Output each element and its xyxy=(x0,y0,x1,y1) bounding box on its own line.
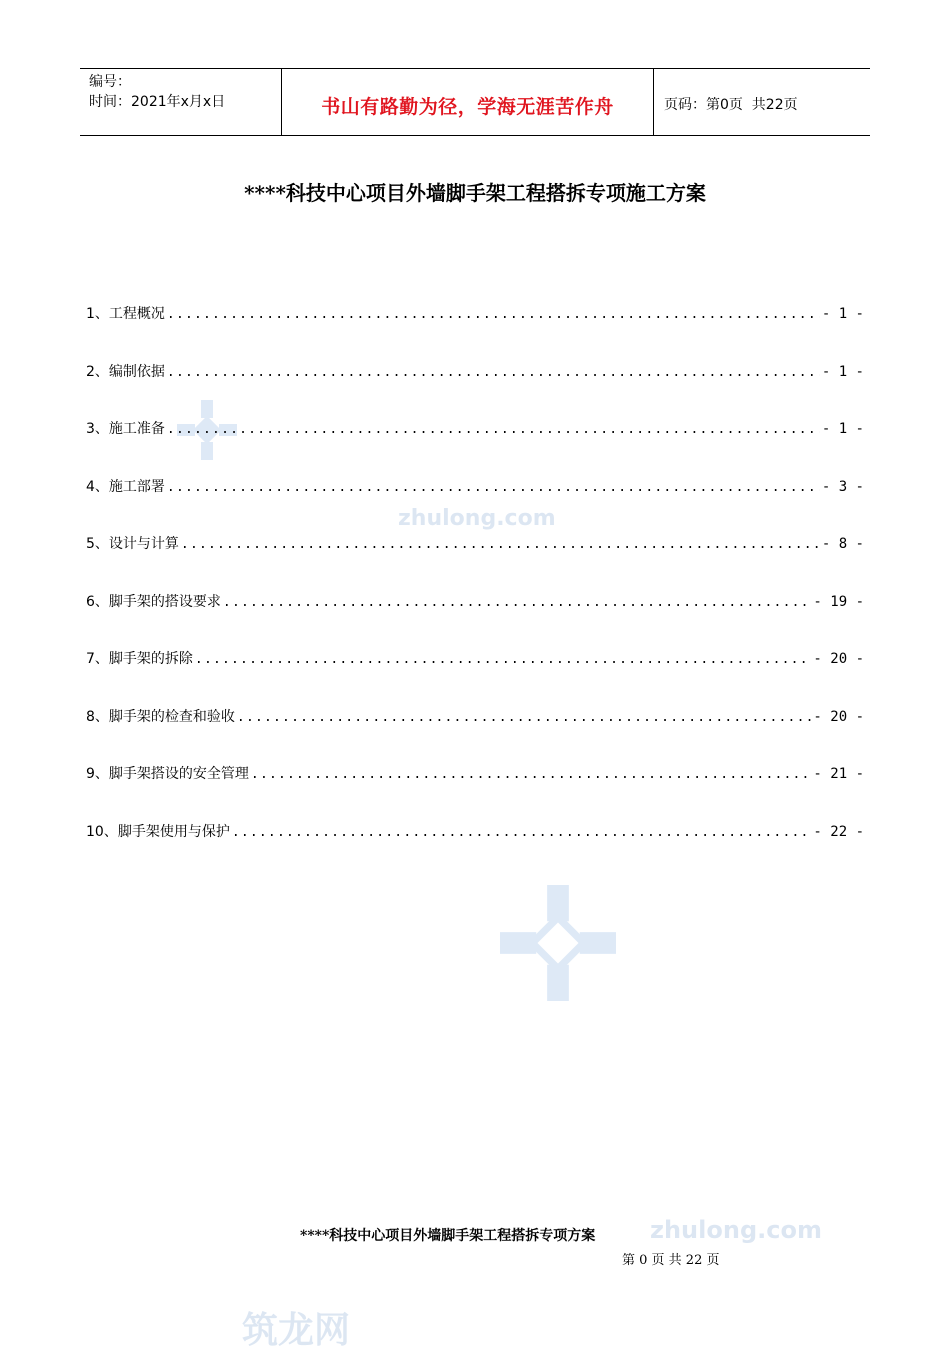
watermark-logo-icon xyxy=(500,885,616,1001)
toc-item[interactable] xyxy=(86,418,864,476)
toc-item-page: - 1 - xyxy=(821,421,864,437)
toc-item[interactable] xyxy=(86,361,864,419)
toc-item-label: 10、脚手架使用与保护 xyxy=(86,823,230,840)
toc-item-label: 3、施工准备 xyxy=(86,421,165,437)
toc-item-label: 8、脚手架的检查和验收 xyxy=(86,708,235,725)
toc-leader-dots xyxy=(167,480,820,495)
toc-leader-dots xyxy=(223,595,812,610)
toc-item-page: - 22 - xyxy=(813,823,864,840)
toc-item[interactable] xyxy=(86,533,864,591)
toc-leader-dots xyxy=(167,365,820,380)
header-page-info: 页码：第0页 共22页 xyxy=(664,96,798,113)
header-motto: 书山有路勤为径，学海无涯苦作舟 xyxy=(321,95,614,118)
toc-item[interactable] xyxy=(86,591,864,649)
toc-leader-dots xyxy=(167,422,820,437)
toc-leader-dots xyxy=(181,537,820,552)
document-header xyxy=(80,68,870,136)
footer-title: ****科技中心项目外墙脚手架工程搭拆专项方案 xyxy=(300,1228,596,1244)
toc-leader-dots xyxy=(237,710,812,725)
watermark-text: zhulong.com xyxy=(650,1216,822,1244)
toc-leader-dots xyxy=(195,652,812,667)
toc-item-page: - 20 - xyxy=(813,651,864,667)
toc-item-label: 2、编制依据 xyxy=(86,363,165,380)
header-meta xyxy=(80,69,281,135)
time-label: 时间：2021年x月x日 xyxy=(89,94,226,110)
toc-item-page: - 3 - xyxy=(821,478,864,495)
toc-item-label: 1、工程概况 xyxy=(86,306,165,322)
toc-item-page: - 19 - xyxy=(813,593,864,610)
toc-item-label: 7、脚手架的拆除 xyxy=(86,651,193,667)
toc-item[interactable] xyxy=(86,476,864,534)
footer-page-number: 第 0 页 共 22 页 xyxy=(622,1253,720,1268)
toc-item[interactable] xyxy=(86,821,864,879)
toc-item-label: 6、脚手架的搭设要求 xyxy=(86,593,221,610)
toc-item[interactable] xyxy=(86,648,864,706)
toc-item-page: - 1 - xyxy=(821,363,864,380)
toc-item[interactable] xyxy=(86,303,864,361)
header-motto-cell xyxy=(281,69,654,135)
header-page-cell xyxy=(654,69,870,135)
table-of-contents xyxy=(86,303,864,878)
toc-leader-dots xyxy=(232,825,812,840)
toc-item-label: 9、脚手架搭设的安全管理 xyxy=(86,766,249,782)
toc-item-label: 4、施工部署 xyxy=(86,478,165,495)
toc-item-label: 5、设计与计算 xyxy=(86,536,179,552)
toc-item-page: - 8 - xyxy=(821,536,864,552)
document-title: ****科技中心项目外墙脚手架工程搭拆专项施工方案 xyxy=(244,181,706,205)
toc-item[interactable] xyxy=(86,763,864,821)
number-label: 编号： xyxy=(89,74,131,90)
toc-leader-dots xyxy=(251,767,812,782)
toc-item[interactable] xyxy=(86,706,864,764)
toc-item-page: - 20 - xyxy=(813,708,864,725)
toc-item-page: - 1 - xyxy=(821,306,864,322)
watermark-text: 筑龙网 xyxy=(242,1309,351,1351)
toc-leader-dots xyxy=(167,307,820,322)
toc-item-page: - 21 - xyxy=(813,766,864,782)
watermark-text: zhulong.com xyxy=(398,506,556,531)
